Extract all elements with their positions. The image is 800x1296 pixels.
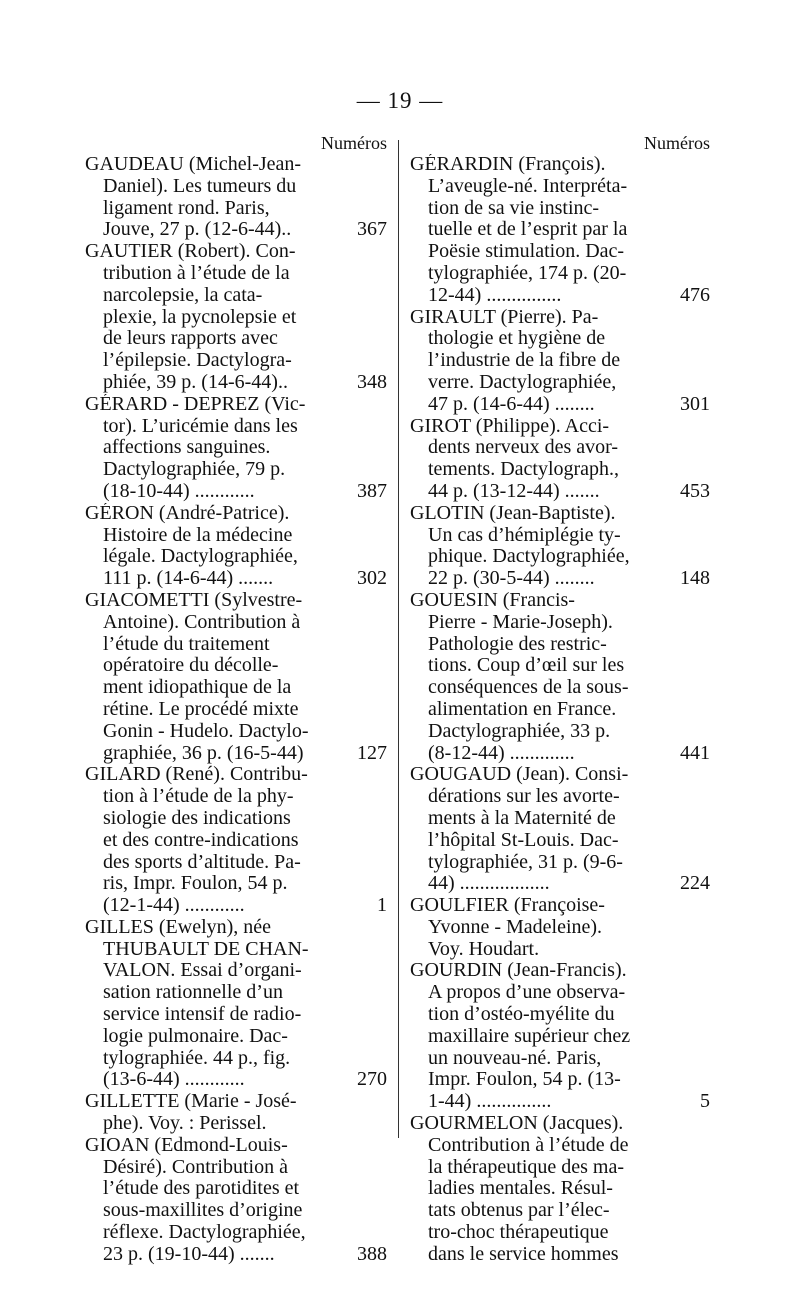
right-column-lines: [410, 154, 710, 1266]
entry-line: [410, 873, 710, 895]
entry-text: tylographiée. 44 p., fig.: [103, 1047, 291, 1069]
entry-line: [410, 1157, 710, 1179]
entry-number: 476: [680, 284, 710, 306]
entry-text: légale. Dactylographiée,: [103, 546, 298, 568]
entry-text: l’étude des parotidites et: [103, 1178, 300, 1200]
entry-text: graphiée, 36 p. (16-5-44): [103, 742, 304, 764]
entry-text: opératoire du décolle-: [103, 655, 279, 677]
entry-line: [85, 939, 387, 961]
entry-line: [85, 1048, 387, 1070]
entry-text: Voy. Houdart.: [428, 938, 540, 960]
entry-text: tements. Dactylograph.,: [428, 459, 620, 481]
right-column-header: Numéros: [644, 133, 710, 153]
entry-heading-line: [410, 1113, 710, 1135]
entry-line: [85, 459, 387, 481]
entry-text: 47 p. (14-6-44) ........: [428, 393, 595, 415]
entry-line: [410, 1069, 710, 1091]
entry-line: [410, 1048, 710, 1070]
entry-heading-line: [410, 764, 710, 786]
entry-line: [85, 655, 387, 677]
entry-number: 348: [357, 371, 387, 393]
entry-line: [85, 612, 387, 634]
entry-line: [85, 350, 387, 372]
entry-line: [410, 394, 710, 416]
entry-text: affections sanguines.: [103, 437, 271, 459]
entry-text: (18-10-44) ............: [103, 480, 255, 502]
entry-text: GIACOMETTI (Sylvestre-: [85, 589, 303, 611]
entry-line: [410, 655, 710, 677]
entry-line: [410, 612, 710, 634]
entry-text: dérations sur les avorte-: [428, 786, 620, 808]
entry-number: 302: [357, 568, 387, 590]
entry-number: 367: [357, 219, 387, 241]
entry-heading-line: [410, 960, 710, 982]
entry-line: [410, 241, 710, 263]
entry-number: 224: [680, 873, 710, 895]
entry-number: 127: [357, 742, 387, 764]
entry-text: tribution à l’étude de la: [103, 262, 290, 284]
entry-line: [410, 830, 710, 852]
entry-text: dents nerveux des avor-: [428, 437, 619, 459]
entry-line: [85, 1222, 387, 1244]
entry-line: [410, 568, 710, 590]
entry-line: [410, 176, 710, 198]
entry-line: [410, 939, 710, 961]
page-number: — 19 —: [356, 88, 444, 113]
entry-line: [85, 982, 387, 1004]
entry-heading-line: [85, 503, 387, 525]
entry-line: [85, 568, 387, 590]
entry-line: [410, 219, 710, 241]
entry-text: conséquences de la sous-: [428, 677, 629, 699]
entry-line: [410, 852, 710, 874]
entry-text: GÉRARD - DEPREZ (Vic-: [85, 393, 306, 415]
entry-text: GILARD (René). Contribu-: [85, 764, 308, 786]
entry-text: GÉRARDIN (François).: [410, 154, 606, 175]
entry-line: [85, 1178, 387, 1200]
entry-line: [85, 263, 387, 285]
entry-line: [410, 1244, 710, 1266]
entry-line: [410, 459, 710, 481]
entry-heading-line: [85, 764, 387, 786]
entry-text: ligament rond. Paris,: [103, 197, 270, 219]
entry-text: (12-1-44) ............: [103, 895, 245, 917]
column-divider: [398, 140, 399, 1138]
entry-text: tylographiée, 174 p. (20-: [428, 262, 627, 284]
entry-text: GILLES (Ewelyn), née: [85, 916, 272, 938]
entry-text: et des contre-indications: [103, 829, 299, 851]
entry-number: 441: [680, 742, 710, 764]
entry-heading-line: [85, 1091, 387, 1113]
entry-text: 12-44) ...............: [428, 284, 562, 306]
entry-line: [410, 546, 710, 568]
entry-line: [410, 1026, 710, 1048]
entry-text: ladies mentales. Résul-: [428, 1178, 613, 1200]
entry-heading-line: [410, 895, 710, 917]
entry-text: l’hôpital St-Louis. Dac-: [428, 829, 619, 851]
entry-line: [410, 1004, 710, 1026]
entry-line: [85, 895, 387, 917]
entry-line: [410, 1135, 710, 1157]
entry-line: [85, 328, 387, 350]
entry-text: dans le service hommes: [428, 1243, 619, 1265]
entry-line: [410, 525, 710, 547]
entry-text: un nouveau-né. Paris,: [428, 1047, 602, 1069]
entry-text: Un cas d’hémiplégie ty-: [428, 524, 621, 546]
entry-line: [410, 1091, 710, 1113]
entry-line: [85, 219, 387, 241]
right-column: [410, 132, 710, 1266]
entry-line: [410, 721, 710, 743]
entry-line: [410, 437, 710, 459]
entry-text: Daniel). Les tumeurs du: [103, 175, 297, 197]
entry-line: [85, 372, 387, 394]
entry-text: tats obtenus par l’élec-: [428, 1200, 610, 1222]
entry-number: 453: [680, 480, 710, 502]
entry-heading-line: [85, 590, 387, 612]
entry-text: maxillaire supérieur chez: [428, 1025, 631, 1047]
entry-text: sation rationnelle d’un: [103, 982, 283, 1004]
entry-text: GIROT (Philippe). Acci-: [410, 415, 610, 437]
entry-text: plexie, la pycnolepsie et: [103, 306, 297, 328]
entry-line: [85, 743, 387, 765]
entry-line: [85, 960, 387, 982]
entry-line: [410, 372, 710, 394]
entry-text: ments à la Maternité de: [428, 807, 616, 829]
entry-line: [85, 1026, 387, 1048]
entry-text: l’épilepsie. Dactylogra-: [103, 350, 292, 372]
entry-text: GLOTIN (Jean-Baptiste).: [410, 502, 616, 524]
entry-line: [85, 1244, 387, 1266]
entry-line: [410, 350, 710, 372]
entry-text: Histoire de la médecine: [103, 524, 293, 546]
entry-text: Antoine). Contribution à: [103, 611, 301, 633]
left-column-header: Numéros: [321, 133, 387, 153]
entry-heading-line: [410, 154, 710, 176]
entry-line: [85, 1113, 387, 1135]
entry-heading-line: [410, 590, 710, 612]
entry-number: 387: [357, 480, 387, 502]
entry-text: phe). Voy. : Perissel.: [103, 1113, 267, 1135]
entry-line: [410, 634, 710, 656]
entry-text: GAUTIER (Robert). Con-: [85, 241, 296, 263]
entry-line: [85, 416, 387, 438]
entry-line: [410, 1222, 710, 1244]
entry-text: VALON. Essai d’organi-: [103, 960, 302, 982]
entry-line: [85, 852, 387, 874]
entry-line: [410, 328, 710, 350]
entry-text: L’aveugle-né. Interpréta-: [428, 175, 628, 197]
entry-line: [410, 1200, 710, 1222]
entry-text: ment idiopathique de la: [103, 677, 292, 699]
entry-text: A propos d’une observa-: [428, 982, 626, 1004]
entry-line: [410, 917, 710, 939]
entry-text: de leurs rapports avec: [103, 328, 278, 350]
entry-text: tion à l’étude de la phy-: [103, 786, 294, 808]
entry-text: thologie et hygiène de: [428, 328, 606, 350]
entry-text: tion d’ostéo-myélite du: [428, 1004, 615, 1026]
entry-text: l’étude du traitement: [103, 633, 270, 655]
entry-line: [410, 677, 710, 699]
entry-line: [85, 525, 387, 547]
entry-text: GOULFIER (Françoise-: [410, 895, 605, 917]
entry-text: GIRAULT (Pierre). Pa-: [410, 306, 599, 328]
entry-text: des sports d’altitude. Pa-: [103, 851, 301, 873]
entry-text: rétine. Le procédé mixte: [103, 698, 299, 720]
entry-text: 23 p. (19-10-44) .......: [103, 1243, 275, 1265]
entry-heading-line: [85, 1135, 387, 1157]
entry-text: tor). L’uricémie dans les: [103, 415, 298, 437]
entry-text: phique. Dactylographiée,: [428, 546, 630, 568]
entry-text: 44 p. (13-12-44) .......: [428, 480, 600, 502]
entry-number: 270: [357, 1069, 387, 1091]
entry-line: [85, 1200, 387, 1222]
entry-text: logie pulmonaire. Dac-: [103, 1025, 288, 1047]
entry-text: THUBAULT DE CHAN-: [103, 938, 309, 960]
entry-line: [410, 263, 710, 285]
entry-line: [85, 786, 387, 808]
left-column: [85, 132, 387, 1266]
entry-line: [410, 699, 710, 721]
entry-text: verre. Dactylographiée,: [428, 371, 617, 393]
entry-text: service intensif de radio-: [103, 1004, 302, 1026]
entry-line: [410, 808, 710, 830]
entry-text: GOURMELON (Jacques).: [410, 1113, 624, 1135]
entry-line: [85, 437, 387, 459]
entry-line: [85, 546, 387, 568]
entry-text: GOUGAUD (Jean). Consi-: [410, 764, 629, 786]
entry-line: [85, 699, 387, 721]
entry-text: GOUESIN (Francis-: [410, 589, 575, 611]
entry-heading-line: [410, 307, 710, 329]
left-column-lines: [85, 154, 387, 1266]
entry-text: GILLETTE (Marie - José-: [85, 1091, 297, 1113]
entry-text: GIOAN (Edmond-Louis-: [85, 1134, 288, 1156]
entry-text: tro-choc thérapeutique: [428, 1222, 609, 1244]
entry-text: (13-6-44) ............: [103, 1069, 245, 1091]
entry-text: 44) ..................: [428, 873, 550, 895]
entry-text: Pathologie des restric-: [428, 633, 607, 655]
entry-text: Pierre - Marie-Joseph).: [428, 611, 613, 633]
entry-text: Dactylographiée, 79 p.: [103, 459, 286, 481]
entry-line: [410, 743, 710, 765]
entry-line: [410, 481, 710, 503]
entry-line: [85, 1004, 387, 1026]
entry-text: Contribution à l’étude de: [428, 1134, 629, 1156]
entry-text: Jouve, 27 p. (12-6-44)..: [103, 219, 292, 241]
entry-line: [85, 285, 387, 307]
entry-number: 148: [680, 568, 710, 590]
entry-line: [410, 285, 710, 307]
entry-heading-line: [410, 503, 710, 525]
entry-heading-line: [85, 241, 387, 263]
entry-line: [85, 307, 387, 329]
entry-line: [85, 1157, 387, 1179]
entry-text: siologie des indications: [103, 807, 291, 829]
entry-text: narcolepsie, la cata-: [103, 284, 263, 306]
entry-text: l’industrie de la fibre de: [428, 350, 621, 372]
entry-text: GAUDEAU (Michel-Jean-: [85, 154, 302, 175]
entry-line: [410, 786, 710, 808]
entry-heading-line: [85, 394, 387, 416]
entry-text: réflexe. Dactylographiée,: [103, 1222, 306, 1244]
entry-line: [85, 721, 387, 743]
entry-line: [85, 677, 387, 699]
entry-text: Yvonne - Madeleine).: [428, 916, 603, 938]
entry-line: [410, 198, 710, 220]
entry-text: Impr. Foulon, 54 p. (13-: [428, 1069, 621, 1091]
entry-text: 1-44) ...............: [428, 1091, 552, 1113]
entry-text: (8-12-44) .............: [428, 742, 575, 764]
entry-line: [85, 176, 387, 198]
entry-number: 388: [357, 1243, 387, 1265]
entry-text: sous-maxillites d’origine: [103, 1200, 303, 1222]
entry-text: 111 p. (14-6-44) .......: [103, 568, 274, 590]
entry-text: 22 p. (30-5-44) ........: [428, 568, 595, 590]
entry-line: [85, 634, 387, 656]
entry-line: [85, 873, 387, 895]
entry-text: tuelle et de l’esprit par la: [428, 219, 628, 241]
entry-number: 5: [700, 1091, 710, 1113]
entry-text: Gonin - Hudelo. Dactylo-: [103, 720, 309, 742]
entry-line: [85, 481, 387, 503]
entry-heading-line: [85, 917, 387, 939]
entry-text: alimentation en France.: [428, 698, 617, 720]
entry-text: GÉRON (André-Patrice).: [85, 502, 290, 524]
entry-text: la thérapeutique des ma-: [428, 1156, 625, 1178]
entry-line: [410, 982, 710, 1004]
entry-text: Dactylographiée, 33 p.: [428, 720, 611, 742]
entry-text: tylographiée, 31 p. (9-6-: [428, 851, 623, 873]
entry-number: 1: [377, 895, 387, 917]
entry-text: tion de sa vie instinc-: [428, 197, 600, 219]
entry-heading-line: [85, 154, 387, 176]
entry-text: GOURDIN (Jean-Francis).: [410, 960, 627, 982]
entry-line: [85, 198, 387, 220]
entry-text: Poësie stimulation. Dac-: [428, 241, 625, 263]
entry-text: phiée, 39 p. (14-6-44)..: [103, 371, 288, 393]
entry-text: tions. Coup d’œil sur les: [428, 655, 625, 677]
entry-line: [85, 830, 387, 852]
entry-line: [85, 1069, 387, 1091]
entry-line: [410, 1178, 710, 1200]
entry-text: Désiré). Contribution à: [103, 1156, 288, 1178]
entry-text: ris, Impr. Foulon, 54 p.: [103, 873, 288, 895]
entry-heading-line: [410, 416, 710, 438]
entry-line: [85, 808, 387, 830]
entry-number: 301: [680, 393, 710, 415]
